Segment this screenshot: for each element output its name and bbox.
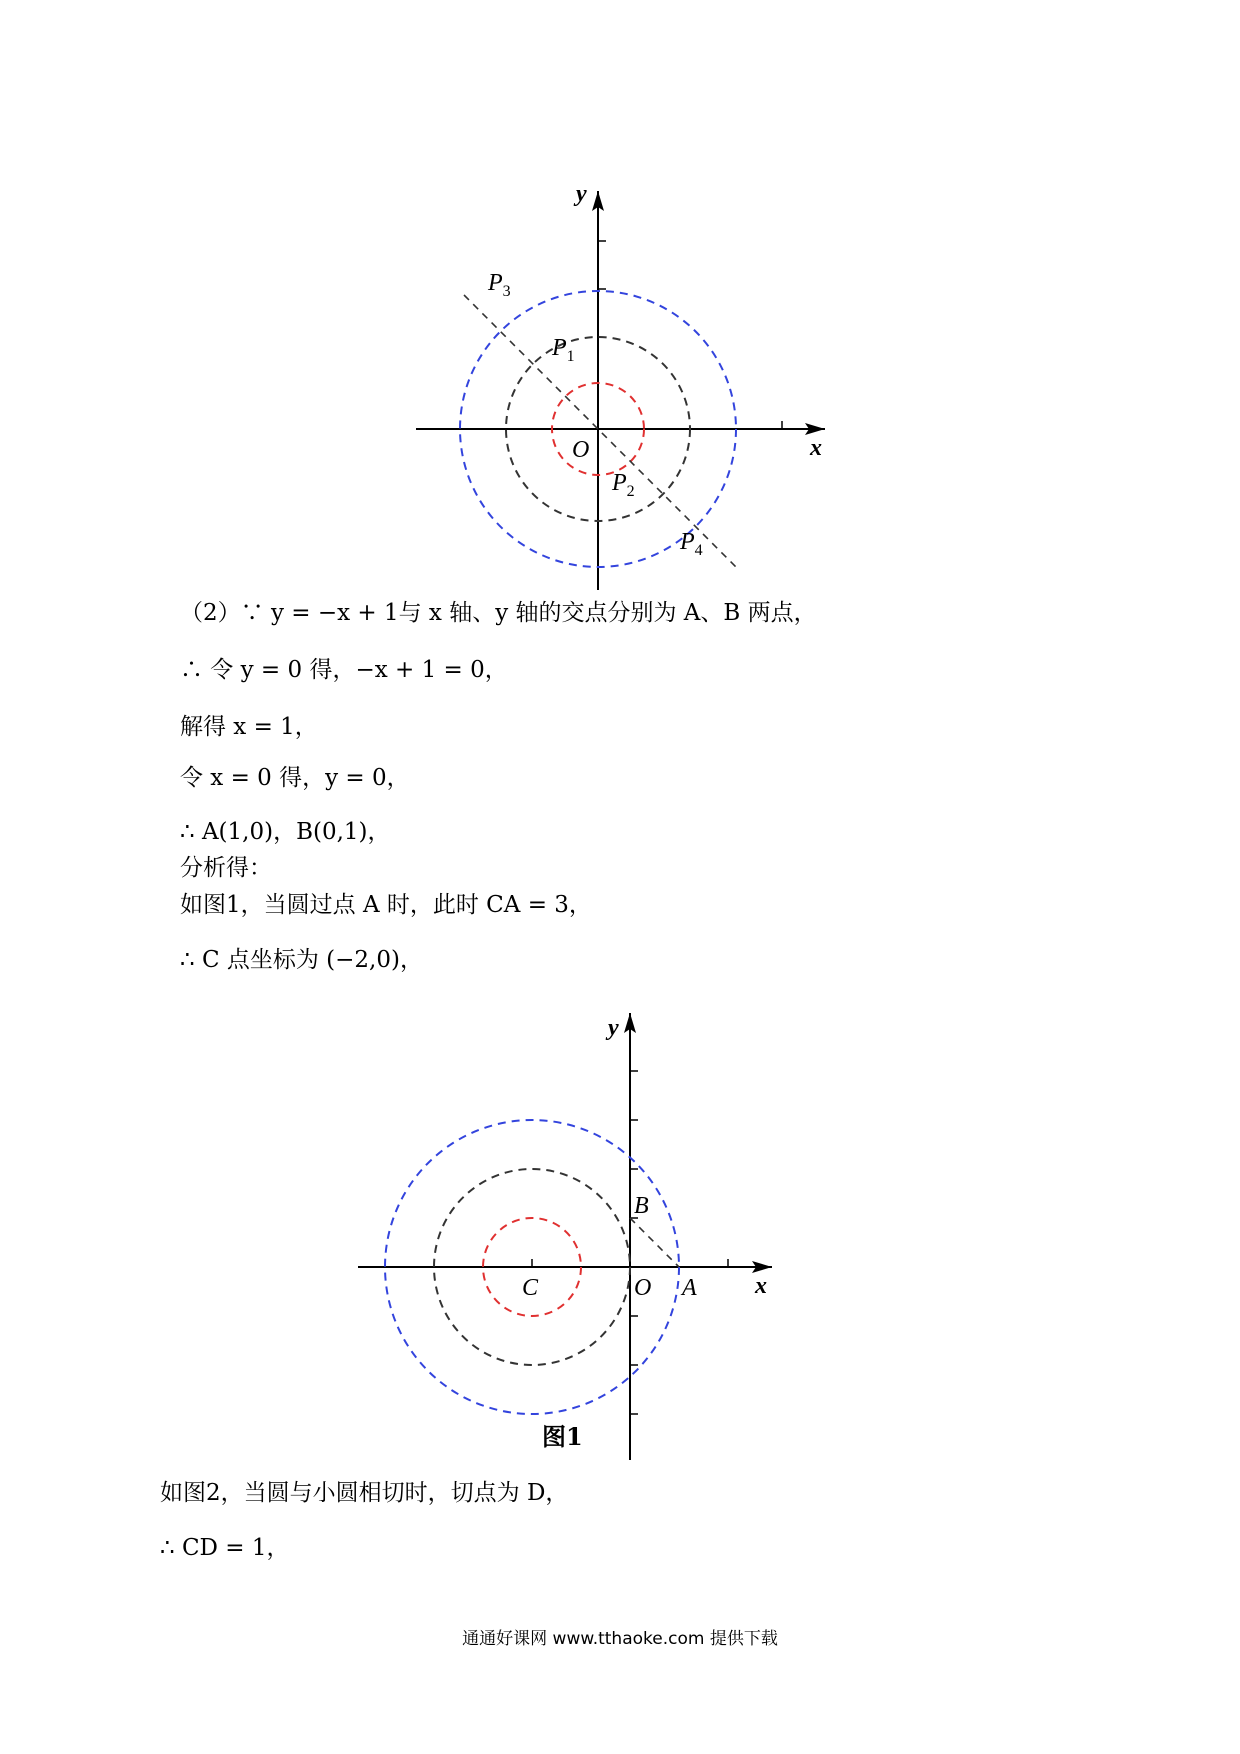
y-axis-label: y <box>576 181 587 207</box>
origin-label: O <box>634 1275 652 1301</box>
point-a-label: A <box>682 1275 697 1301</box>
line-y-equals-minus-x <box>464 295 736 567</box>
figure-2-circles-through-a <box>350 1005 780 1465</box>
text-line-8: ∴ C 点坐标为 (−2,0)， <box>180 947 423 973</box>
figure-caption: 图1 <box>542 1422 583 1451</box>
point-p1-label: $P_1$ <box>552 335 575 365</box>
point-p4-label: $P_4$ <box>680 529 703 559</box>
page-footer: 通通好课网 www.tthaoke.com 提供下载 <box>462 1629 778 1649</box>
text-line-1: （2）∵ y = −x + 1与 x 轴、y 轴的交点分别为 A、B 两点， <box>180 600 817 626</box>
text-line-10: ∴ CD = 1， <box>160 1535 290 1561</box>
point-p3-label: $P_3$ <box>488 270 511 300</box>
text-line-3: 解得 x = 1， <box>180 714 318 740</box>
text-line-4: 令 x = 0 得，y = 0， <box>180 765 410 791</box>
origin-label: O <box>572 437 590 463</box>
figure-1-concentric-circles <box>400 181 840 595</box>
text-line-5: ∴ A(1,0)，B(0,1)， <box>180 819 391 845</box>
x-axis-label: x <box>755 1273 767 1299</box>
point-p2-label: $P_2$ <box>612 470 635 500</box>
y-axis-label: y <box>608 1015 619 1041</box>
point-c-label: C <box>522 1275 539 1301</box>
text-line-2: ∴ 令 y = 0 得，−x + 1 = 0， <box>180 657 508 683</box>
text-line-7: 如图1，当圆过点 A 时，此时 CA = 3， <box>180 892 592 918</box>
x-axis-label: x <box>810 435 822 461</box>
text-line-6: 分析得： <box>180 855 272 881</box>
point-b-label: B <box>634 1193 649 1219</box>
segment-ab <box>630 1218 679 1267</box>
text-line-9: 如图2，当圆与小圆相切时，切点为 D， <box>160 1480 569 1506</box>
